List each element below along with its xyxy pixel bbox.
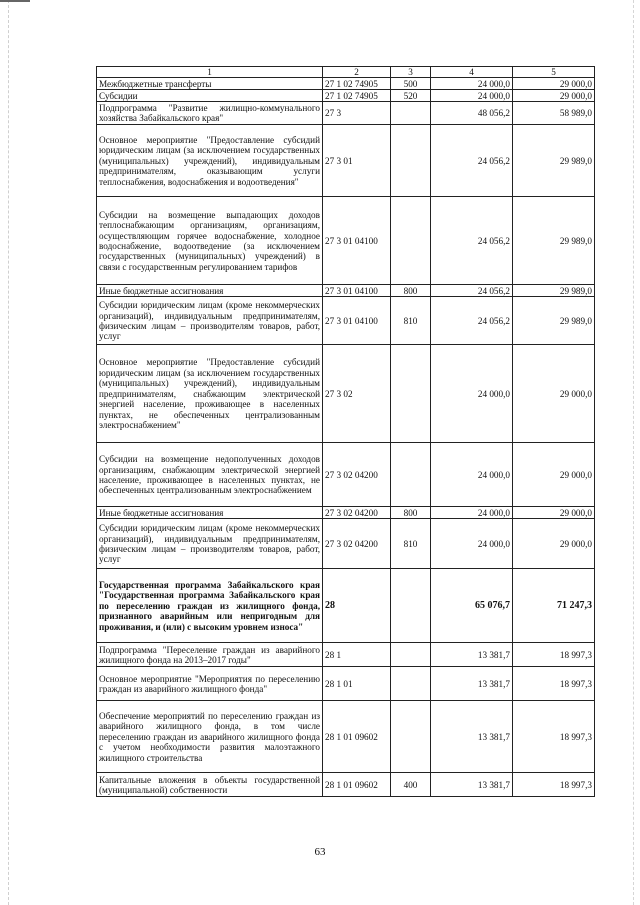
row-value-2: 71 247,3	[513, 569, 595, 643]
row-value-2: 18 997,3	[513, 643, 595, 667]
row-type: 400	[391, 773, 431, 797]
row-value-1: 13 381,7	[431, 701, 513, 773]
header-cell-3: 3	[391, 67, 431, 78]
table-row	[97, 102, 595, 125]
row-type: 810	[391, 297, 431, 345]
row-type: 500	[391, 78, 431, 90]
row-value-1: 24 056,2	[431, 297, 513, 345]
row-name: Субсидии на возмещение недополученных доходов организациям, снабжающим электрической энергией население, проживающее в населенных пунктах, не обеспеченных централизованным электроснабжением	[97, 443, 323, 507]
row-name: Межбюджетные трансферты	[97, 78, 323, 90]
row-value-1: 24 000,0	[431, 519, 513, 569]
row-value-1: 24 000,0	[431, 90, 513, 102]
row-code: 27 3	[323, 102, 391, 125]
row-value-1: 13 381,7	[431, 667, 513, 701]
row-value-1: 24 000,0	[431, 443, 513, 507]
table-row	[97, 125, 595, 197]
row-value-1: 65 076,7	[431, 569, 513, 643]
row-value-1: 24 000,0	[431, 345, 513, 443]
row-type	[391, 125, 431, 197]
page-number: 63	[314, 846, 326, 858]
row-type: 800	[391, 507, 431, 519]
row-code: 27 3 01	[323, 125, 391, 197]
row-name: Капитальные вложения в объекты государственной (муниципальной) собственности	[97, 773, 323, 797]
table-row	[97, 569, 595, 643]
table-row	[97, 667, 595, 701]
row-code: 27 3 02 04200	[323, 507, 391, 519]
row-value-2: 29 989,0	[513, 197, 595, 285]
row-type: 810	[391, 519, 431, 569]
row-code: 27 1 02 74905	[323, 78, 391, 90]
row-value-2: 18 997,3	[513, 667, 595, 701]
row-name: Субсидии на возмещение выпадающих доходов теплоснабжающим организациям, организациям, осуществляющим горячее водоснабжение, холодное водоснабжение, водоотведение (за исключением государственных (муниципальных) учреждений) в связи с государственным регулированием тарифов	[97, 197, 323, 285]
table-row	[97, 345, 595, 443]
row-code: 28 1	[323, 643, 391, 667]
row-value-2: 58 989,0	[513, 102, 595, 125]
row-code: 27 3 01 04100	[323, 285, 391, 297]
row-type: 800	[391, 285, 431, 297]
row-value-1: 13 381,7	[431, 643, 513, 667]
row-value-1: 24 056,2	[431, 125, 513, 197]
header-cell-4: 4	[431, 67, 513, 78]
row-type	[391, 197, 431, 285]
row-code: 28 1 01	[323, 667, 391, 701]
table-header-row	[97, 67, 595, 78]
row-value-1: 24 056,2	[431, 197, 513, 285]
row-name: Основное мероприятие "Предоставление субсидий юридическим лицам (за исключением государственных (муниципальных) учреждений), индивидуальным предпринимателям, оказывающим услуги теплоснабжения, водоснабжения и водоотведения"	[97, 125, 323, 197]
row-name: Подпрограмма "Развитие жилищно-коммунального хозяйства Забайкальского края"	[97, 102, 323, 125]
row-value-2: 29 000,0	[513, 519, 595, 569]
row-value-2: 29 989,0	[513, 285, 595, 297]
row-name: Государственная программа Забайкальского края "Государственная программа Забайкальского края по переселению граждан из жилищного фонда, признанного аварийным или непригодным для проживания, и (или) с высоким уровнем износа"	[97, 569, 323, 643]
row-type	[391, 701, 431, 773]
row-name: Подпрограмма "Переселение граждан из аварийного жилищного фонда на 2013–2017 годы"	[97, 643, 323, 667]
row-value-2: 29 989,0	[513, 125, 595, 197]
row-value-2: 29 989,0	[513, 297, 595, 345]
row-value-2: 29 000,0	[513, 507, 595, 519]
table-row	[97, 519, 595, 569]
budget-table-body	[97, 67, 595, 797]
row-name: Основное мероприятие "Мероприятия по переселению граждан из аварийного жилищного фонда"	[97, 667, 323, 701]
page-edge-right	[633, 0, 634, 905]
row-code: 27 3 01 04100	[323, 197, 391, 285]
row-value-2: 18 997,3	[513, 773, 595, 797]
row-type	[391, 102, 431, 125]
table-row	[97, 643, 595, 667]
row-value-2: 18 997,3	[513, 701, 595, 773]
budget-table	[96, 66, 595, 797]
row-type	[391, 667, 431, 701]
row-code: 28 1 01 09602	[323, 701, 391, 773]
table-row	[97, 773, 595, 797]
row-value-1: 24 000,0	[431, 78, 513, 90]
row-value-2: 29 000,0	[513, 78, 595, 90]
header-cell-2: 2	[323, 67, 391, 78]
row-value-1: 24 056,2	[431, 285, 513, 297]
header-cell-1: 1	[97, 67, 323, 78]
row-name: Иные бюджетные ассигнования	[97, 285, 323, 297]
row-value-1: 24 000,0	[431, 507, 513, 519]
row-value-2: 29 000,0	[513, 443, 595, 507]
header-cell-5: 5	[513, 67, 595, 78]
row-type	[391, 345, 431, 443]
row-code: 27 3 01 04100	[323, 297, 391, 345]
row-value-2: 29 000,0	[513, 90, 595, 102]
table-row	[97, 443, 595, 507]
row-code: 28	[323, 569, 391, 643]
row-name: Основное мероприятие "Предоставление субсидий юридическим лицам (за исключением государственных (муниципальных) учреждений), индивидуальным предпринимателям, снабжающим электрической энергией население, проживающее в населенных пунктах, не обеспеченных централизованным электроснабжением"	[97, 345, 323, 443]
row-code: 28 1 01 09602	[323, 773, 391, 797]
row-code: 27 3 02	[323, 345, 391, 443]
table-row	[97, 701, 595, 773]
page-edge-left	[8, 0, 9, 905]
row-name: Иные бюджетные ассигнования	[97, 507, 323, 519]
table-row	[97, 507, 595, 519]
row-name: Субсидии юридическим лицам (кроме некоммерческих организаций), индивидуальным предпринимателям, физическим лицам – производителям товаров, работ, услуг	[97, 519, 323, 569]
row-code: 27 3 02 04200	[323, 443, 391, 507]
row-value-1: 13 381,7	[431, 773, 513, 797]
row-type	[391, 643, 431, 667]
table-row	[97, 90, 595, 102]
row-name: Субсидии	[97, 90, 323, 102]
table-row	[97, 297, 595, 345]
table-row	[97, 78, 595, 90]
row-code: 27 1 02 74905	[323, 90, 391, 102]
row-code: 27 3 02 04200	[323, 519, 391, 569]
row-value-2: 29 000,0	[513, 345, 595, 443]
scan-mark	[0, 0, 30, 2]
row-name: Субсидии юридическим лицам (кроме некоммерческих организаций), индивидуальным предпринимателям, физическим лицам – производителям товаров, работ, услуг	[97, 297, 323, 345]
row-type	[391, 443, 431, 507]
row-type: 520	[391, 90, 431, 102]
row-name: Обеспечение мероприятий по переселению граждан из аварийного жилищного фонда, в том числе переселению граждан из аварийного жилищного фонда с учетом необходимости развития малоэтажного жилищного строительства	[97, 701, 323, 773]
row-type	[391, 569, 431, 643]
row-value-1: 48 056,2	[431, 102, 513, 125]
table-row	[97, 285, 595, 297]
table-row	[97, 197, 595, 285]
